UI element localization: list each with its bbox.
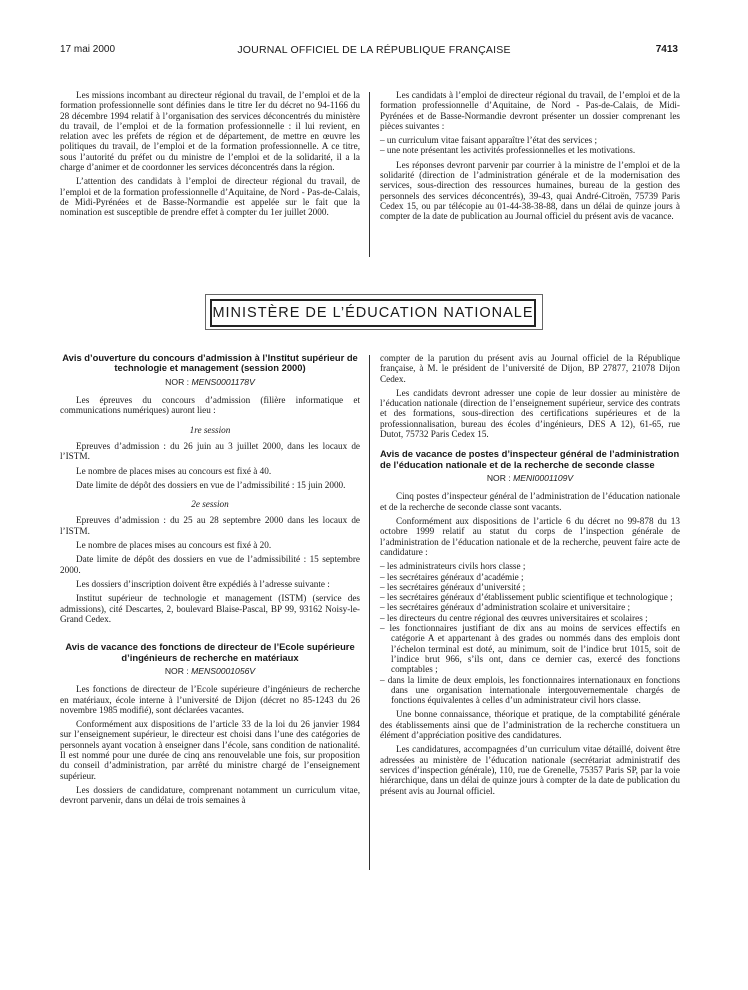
ministry-heading: MINISTÈRE DE L’ÉDUCATION NATIONALE: [210, 299, 536, 327]
list-item: – les secrétaires généraux d’académie ;: [380, 572, 680, 582]
nor-reference: [60, 666, 360, 676]
paragraph: Date limite de dépôt des dossiers en vue de l’admissibilité : 15 septembre 2000.: [60, 554, 360, 575]
nor-code: MENI0001109V: [513, 473, 574, 484]
paragraph: Les missions incombant au directeur régional du travail, de l’emploi et de la formation professionnelle sont définies dans le titre Ier du décret no 94-1166 du 28 décembre 1994 relatif à l’organisation des services déconcentrés du ministère du travail, de l’emploi et de la formation professionnelle : il lui revient, en relation avec les préfets de région et de département, de mettre en œuvre les politiques du travail, de l’emploi et de la formation professionnelle. A ce titre, sous l’autorité du préfet ou du ministre de l’emploi et de la solidarité, il a la charge d’animer et de coordonner les services déconcentrés dans la région.: [60, 90, 360, 173]
list-item: – les secrétaires généraux d’université ;: [380, 582, 680, 592]
top-right-column: [380, 90, 680, 226]
paragraph: Les dossiers de candidature, comprenant notamment un curriculum vitae, devront parvenir, dans un délai de trois semaines à: [60, 784, 360, 806]
nor-label: NOR :: [165, 376, 192, 387]
header-date: 17 mai 2000: [60, 44, 116, 55]
right-column: [380, 353, 680, 800]
notice-title: Avis d’ouverture du concours d’admission à l’Institut supérieur de technologie et management (session 2000): [62, 352, 358, 374]
session-heading: 1re session: [189, 424, 231, 435]
paragraph: Les candidats à l’emploi de directeur régional du travail, de l’emploi et de la formation professionnelle d’Aquitaine, de Nord - Pas-de-Calais, de Midi-Pyrénées et de Basse-Normandie devront présenter un dossier comprenant les pièces suivantes :: [380, 90, 680, 131]
column-divider: [369, 92, 370, 257]
session-heading: 2e session: [191, 499, 229, 510]
notice-title: Avis de vacance de postes d’inspecteur général de l’administration de l’éducation nationale et de la recherche de seconde classe: [380, 448, 680, 470]
list-item: – les administrateurs civils hors classe ;: [380, 561, 680, 571]
nor-reference: [380, 473, 680, 483]
document-list: [380, 135, 680, 156]
paragraph: Conformément aux dispositions de l’article 33 de la loi du 26 janvier 1984 sur l’enseignement supérieur, le directeur est choisi dans l’une des catégories de personnels ayant vocation à enseigner dans l’école, sans condition de nationalité. Il est nommé pour une durée de cinq ans renouvelable une fois, sur proposition du conseil d’administration, par arrêté du ministre chargé de l’enseignement supérieur.: [60, 719, 360, 781]
nor-label: NOR :: [486, 473, 514, 484]
list-item: – une note présentant les activités professionnelles et les motivations.: [380, 145, 680, 155]
paragraph: L’attention des candidats à l’emploi de directeur régional du travail, de l’emploi et de la formation professionnelle d’Aquitaine, de Nord - Pas-de-Calais, de Midi-Pyrénées et de Basse-Normandie est appelée sur le fait que la nomination est susceptible de prendre effet à compter du 1er juillet 2000.: [60, 176, 360, 218]
paragraph: Les dossiers d’inscription doivent être expédiés à l’adresse suivante :: [76, 578, 330, 589]
list-item: – les directeurs du centre régional des œuvres universitaires et scolaires ;: [380, 613, 680, 623]
journal-title: JOURNAL OFFICIEL DE LA RÉPUBLIQUE FRANÇAISE: [237, 44, 511, 56]
paragraph: Epreuves d’admission : du 26 juin au 3 juillet 2000, dans les locaux de l’ISTM.: [60, 441, 360, 462]
paragraph: Les fonctions de directeur de l’Ecole supérieure d’ingénieurs de recherche en matériaux, école interne à l’université de Dijon (décret no 85-1243 du 26 novembre 1985 modifié), sont déclarées vacantes.: [60, 684, 360, 715]
list-item: – les secrétaires généraux d’établissement public scientifique et technologique ;: [380, 592, 680, 602]
nor-reference: [60, 377, 360, 387]
notice-title: Avis de vacance des fonctions de directeur de l’Ecole supérieure d’ingénieurs de recherche en matériaux: [65, 641, 355, 663]
paragraph: Le nombre de places mises au concours est fixé à 40.: [76, 465, 272, 476]
paragraph: Une bonne connaissance, théorique et pratique, de la comptabilité générale des établissements ainsi que de l’administration de la recherche constituera un élément d’appréciation positive des candidatures.: [380, 709, 680, 741]
list-item: – les fonctionnaires justifiant de dix ans au moins de services effectifs en catégorie A et appartenant à des grades ou nommés dans des emplois dont l’échelon terminal est doté, au minimum, soit de l’indice brut 1015, soit de l’indice brut 966, s’ils ont, dans ce dernier cas, exercé des fonctions comptables ;: [380, 623, 680, 674]
paragraph: Epreuves d’admission : du 25 au 28 septembre 2000 dans les locaux de l’ISTM.: [60, 515, 360, 536]
paragraph: Les candidats devront adresser une copie de leur dossier au ministère de l’éducation nationale (direction de l’enseignement supérieur, service des contrats et des formations, sous-direction des certifications supérieures et de la professionnalisation, bureau des écoles d’ingénieurs, DES A 12), 61-65, rue Dutot, 75732 Paris Cedex 15.: [380, 387, 680, 440]
page-number: 7413: [655, 44, 678, 55]
column-divider: [369, 355, 370, 870]
paragraph: Les épreuves du concours d’admission (filière informatique et communications numériques) auront lieu :: [60, 395, 360, 416]
top-left-column: [60, 90, 360, 222]
paragraph: Cinq postes d’inspecteur général de l’administration de l’éducation nationale et de la recherche de seconde classe sont vacants.: [380, 491, 680, 512]
paragraph: Le nombre de places mises au concours est fixé à 20.: [76, 540, 272, 551]
left-column: [60, 353, 360, 810]
paragraph: Institut supérieur de technologie et management (ISTM) (service des admissions), cité Descartes, 2, boulevard Blaise-Pascal, BP 99, 93162 Noisy-le-Grand Cedex.: [60, 593, 360, 624]
nor-code: MENS0001056V: [191, 665, 256, 676]
paragraph: compter de la parution du présent avis au Journal officiel de la République française, à M. le président de l’université de Dijon, BP 27877, 21078 Dijon Cedex.: [380, 353, 680, 384]
paragraph: Les réponses devront parvenir par courrier à la ministre de l’emploi et de la solidarité (direction de l’administration générale et de la modernisation des services, sous-direction des ressources humaines, bureau de la gestion des personnels des services déconcentrés), 39-43, quai André-Citroën, 75739 Paris Cedex 15, ou par télécopie au 01-44-38-38-88, dans un délai de quinze jours à compter de la date de publication au Journal officiel du présent avis de vacance.: [380, 159, 680, 222]
list-item: – un curriculum vitae faisant apparaître l’état des services ;: [380, 135, 680, 145]
paragraph: Conformément aux dispositions de l’article 6 du décret no 99-878 du 13 octobre 1999 relatif au statut du corps de l’inspection générale de l’administration de l’éducation nationale et de la recherche, peuvent faire acte de candidature :: [380, 516, 680, 557]
list-item: – les secrétaires généraux d’administration scolaire et universitaire ;: [380, 602, 680, 612]
paragraph: Date limite de dépôt des dossiers en vue de l’admissibilité : 15 juin 2000.: [76, 479, 346, 490]
nor-code: MENS0001178V: [191, 376, 255, 387]
nor-label: NOR :: [164, 665, 192, 676]
candidate-list: [380, 561, 680, 705]
list-item: – dans la limite de deux emplois, les fonctionnaires internationaux en fonctions dans une organisation internationale intergouvernementale chargés de fonctions équivalentes à celles d’un administrateur civil hors classe.: [380, 675, 680, 706]
paragraph: Les candidatures, accompagnées d’un curriculum vitae détaillé, doivent être adressées au ministère de l’éducation nationale (secrétariat administratif des services d’inspection générale), 110, rue de Grenelle, 75357 Paris SP, par la voie hiérarchique, dans un délai de quinze jours à compter de la date de publication du présent avis au Journal officiel.: [380, 744, 680, 796]
